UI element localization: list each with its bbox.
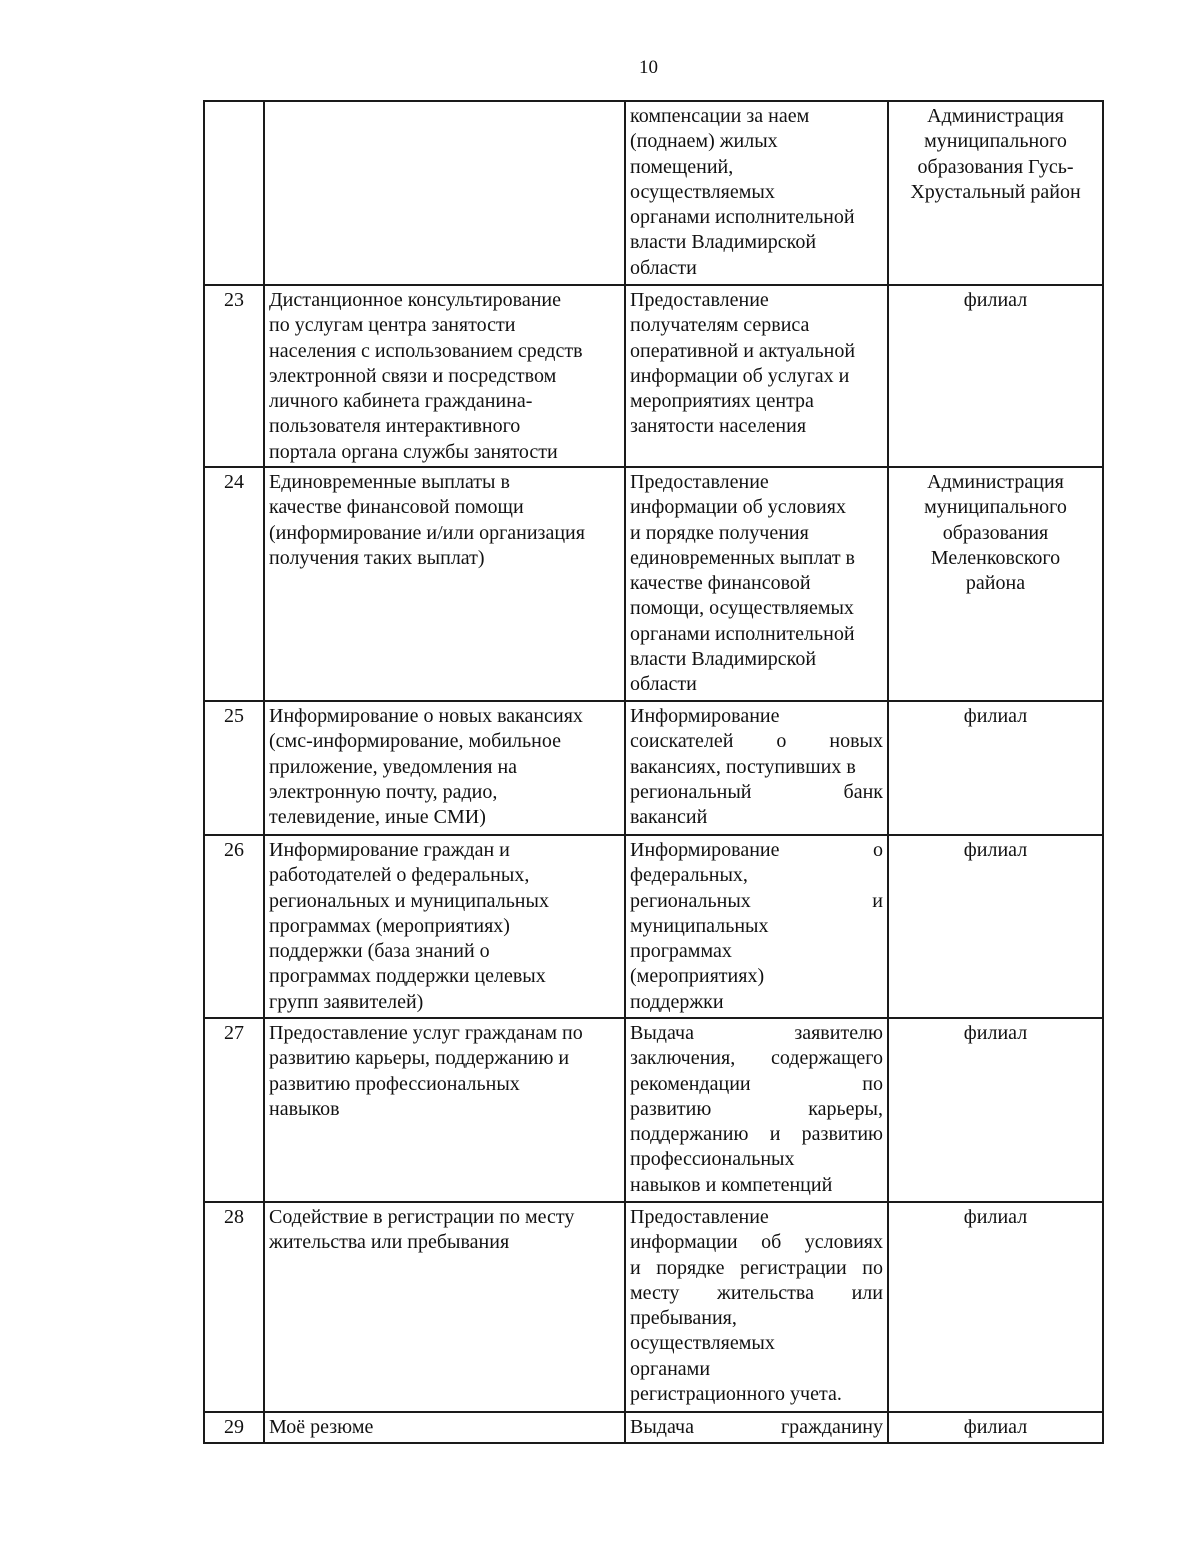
service-description-line: органами исполнительной: [630, 206, 855, 229]
service-description-cell: [625, 1412, 888, 1443]
table-row: [204, 1018, 1103, 1202]
service-name-line: электронной связи и посредством: [269, 364, 557, 387]
service-name-cell: [264, 1412, 625, 1443]
row-number-cell: 26: [204, 835, 264, 1018]
service-description-line: осуществляемых: [630, 1332, 775, 1355]
service-name-line: развитию профессиональных: [269, 1072, 520, 1095]
service-name-line: приложение, уведомления на: [269, 755, 518, 778]
table-row: [204, 285, 1103, 467]
service-description-line: профессиональных: [630, 1148, 795, 1171]
row-number-cell: 23: [204, 285, 264, 467]
service-description-line-word: рекомендации: [630, 1072, 751, 1095]
service-description-line-word: развитию: [630, 1097, 712, 1120]
table-row: [204, 701, 1103, 835]
service-description-line-word: региональный: [630, 780, 752, 803]
service-description-line: муниципальных: [630, 914, 769, 937]
service-description-cell: [625, 1018, 888, 1202]
service-description-line: [630, 780, 883, 805]
service-name-line: качестве финансовой помощи: [269, 496, 524, 519]
provider-line: района: [965, 572, 1026, 595]
service-description-cell: [625, 285, 888, 467]
row-number-cell: 25: [204, 701, 264, 835]
service-description-line-word: содержащего: [770, 1047, 883, 1070]
provider-cell: [888, 701, 1103, 835]
service-name-line: Моё резюме: [269, 1416, 374, 1438]
provider-line: Меленковского: [930, 546, 1061, 569]
service-description-line: получателям сервиса: [630, 314, 810, 337]
provider-cell: [888, 1412, 1103, 1443]
service-name-cell: [264, 101, 625, 285]
provider-line: Хрустальный район: [910, 180, 1081, 203]
service-name-line: телевидение, иные СМИ): [269, 806, 486, 829]
service-name-cell: [264, 1018, 625, 1202]
service-description-line-word: или: [851, 1281, 883, 1304]
service-name-line: личного кабинета гражданина-: [269, 390, 533, 413]
service-description-line: [630, 1122, 883, 1147]
service-description-line: [630, 1281, 883, 1306]
service-name-line: портала органа службы занятости: [269, 440, 558, 463]
service-description-line: [630, 1046, 883, 1071]
service-description-line: единовременных выплат в: [630, 546, 855, 569]
service-name-line: поддержки (база знаний о: [269, 940, 490, 963]
service-description-line: власти Владимирской: [630, 231, 817, 254]
service-description-line: пребывания,: [630, 1307, 737, 1330]
service-description-line: органами исполнительной: [630, 622, 855, 645]
service-description-line: вакансиях, поступивших в: [630, 755, 856, 778]
service-description-line: мероприятиях центра: [630, 390, 814, 413]
service-description-line: вакансий: [630, 806, 708, 829]
table-row: [204, 467, 1103, 701]
service-description-line: осуществляемых: [630, 180, 775, 203]
page-number: 10: [639, 57, 658, 78]
service-description-line-word: условиях: [804, 1231, 883, 1254]
service-description-line: поддержки: [630, 990, 724, 1013]
service-description-line: качестве финансовой: [630, 572, 811, 595]
service-description-line-word: Выдача: [630, 1416, 694, 1438]
provider-line: филиал: [963, 705, 1028, 727]
service-description-line-word: регистрации: [740, 1256, 847, 1279]
service-description-line: органами: [630, 1357, 711, 1380]
service-description-line-word: Выдача: [630, 1022, 694, 1044]
service-name-line: Информирование о новых вакансиях: [269, 705, 583, 727]
service-description-line-word: новых: [829, 730, 883, 753]
service-description-cell: [625, 467, 888, 701]
service-description-line-word: заключения,: [630, 1047, 736, 1070]
service-description-line-word: и: [872, 889, 883, 912]
service-description-cell: [625, 1202, 888, 1412]
service-description-line-word: о: [873, 839, 883, 861]
provider-cell: [888, 835, 1103, 1018]
provider-cell: [888, 285, 1103, 467]
service-description-line: [630, 1072, 883, 1097]
service-name-line: развитию карьеры, поддержанию и: [269, 1047, 570, 1070]
provider-line: муниципального: [924, 130, 1067, 153]
service-name-line: программах поддержки целевых: [269, 965, 546, 988]
service-description-line-word: региональных: [630, 889, 751, 912]
provider-line: филиал: [963, 1206, 1028, 1228]
service-description-line-word: банк: [843, 780, 883, 803]
service-description-line-word: развитию: [801, 1123, 883, 1146]
provider-line: образования Гусь-: [917, 155, 1074, 178]
service-description-line: власти Владимирской: [630, 648, 817, 671]
service-description-line-word: порядке: [656, 1256, 725, 1279]
services-table: [203, 100, 1104, 1444]
service-description-line: (мероприятиях): [630, 965, 765, 988]
service-description-line: занятости населения: [630, 415, 807, 438]
service-name-line: работодателей о федеральных,: [269, 864, 530, 887]
row-number-cell: 29: [204, 1412, 264, 1443]
service-name-cell: [264, 701, 625, 835]
service-description-cell: [625, 101, 888, 285]
service-name-line: групп заявителей): [269, 990, 424, 1013]
provider-line: муниципального: [924, 496, 1067, 519]
service-description-line: (поднаем) жилых: [630, 130, 778, 153]
service-name-line: (смс-информирование, мобильное: [269, 730, 561, 753]
service-description-cell: [625, 835, 888, 1018]
table-row: [204, 835, 1103, 1018]
service-description-line: помещений,: [630, 155, 734, 178]
service-name-line: Предоставление услуг гражданам по: [269, 1022, 583, 1044]
provider-line: филиал: [963, 839, 1028, 861]
service-description-line-word: по: [862, 1256, 883, 1279]
provider-cell: [888, 101, 1103, 285]
provider-line: Администрация: [927, 471, 1064, 493]
service-description-line-word: карьеры,: [808, 1097, 883, 1120]
service-description-line: информации об услугах и: [630, 364, 850, 387]
provider-cell: [888, 1018, 1103, 1202]
service-name-line: Дистанционное консультирование: [269, 289, 561, 311]
service-description-line: [630, 1415, 883, 1440]
service-name-line: населения с использованием средств: [269, 339, 583, 362]
service-description-line: [630, 1021, 883, 1046]
provider-cell: [888, 467, 1103, 701]
service-description-line: навыков и компетенций: [630, 1173, 833, 1196]
service-name-line: навыков: [269, 1097, 340, 1120]
provider-line: образования: [942, 521, 1049, 544]
service-description-line: [630, 889, 883, 914]
table-body: [204, 101, 1103, 1443]
service-name-line: получения таких выплат): [269, 546, 485, 569]
service-description-line-word: поддержанию: [630, 1123, 749, 1146]
service-description-line: [630, 838, 883, 863]
service-description-line: области: [630, 673, 697, 696]
service-description-line: области: [630, 256, 697, 279]
service-description-line: [630, 1256, 883, 1281]
service-description-line: Предоставление: [630, 471, 769, 493]
service-description-cell: [625, 701, 888, 835]
service-description-line-word: о: [776, 730, 787, 753]
service-description-line: [630, 1230, 883, 1255]
service-description-line-word: месту: [630, 1281, 680, 1304]
provider-cell: [888, 1202, 1103, 1412]
service-name-line: Единовременные выплаты в: [269, 471, 510, 493]
provider-line: филиал: [963, 1416, 1028, 1438]
service-description-line: информации об условиях: [630, 496, 846, 519]
service-description-line-word: Информирование: [630, 839, 780, 861]
service-description-line-word: и: [630, 1256, 641, 1279]
service-description-line: компенсации за наем: [630, 105, 810, 127]
service-description-line-word: об: [761, 1231, 782, 1254]
service-name-cell: [264, 467, 625, 701]
service-name-line: Информирование граждан и: [269, 839, 510, 861]
service-name-cell: [264, 285, 625, 467]
service-description-line: и порядке получения: [630, 521, 809, 544]
service-name-line: жительства или пребывания: [269, 1231, 510, 1254]
service-description-line: федеральных,: [630, 864, 748, 887]
service-description-line: [630, 729, 883, 754]
provider-line: филиал: [963, 289, 1028, 311]
service-description-line: регистрационного учета.: [630, 1383, 842, 1406]
table-row: [204, 101, 1103, 285]
service-description-line: Информирование: [630, 705, 780, 727]
row-number-cell: 27: [204, 1018, 264, 1202]
table-row: [204, 1202, 1103, 1412]
provider-line: Администрация: [927, 105, 1064, 127]
service-name-line: по услугам центра занятости: [269, 314, 516, 337]
service-description-line-word: заявителю: [794, 1022, 883, 1044]
service-description-line-word: гражданину: [780, 1416, 883, 1438]
service-description-line-word: и: [769, 1123, 781, 1146]
provider-line: филиал: [963, 1022, 1028, 1044]
row-number-cell: [204, 101, 264, 285]
service-description-line: [630, 1097, 883, 1122]
service-name-line: Содействие в регистрации по месту: [269, 1206, 575, 1228]
service-name-cell: [264, 1202, 625, 1412]
table-row: [204, 1412, 1103, 1443]
service-name-line: программах (мероприятиях): [269, 914, 510, 937]
service-description-line-word: по: [862, 1072, 883, 1095]
service-name-line: (информирование и/или организация: [269, 521, 585, 544]
service-description-line: Предоставление: [630, 1206, 769, 1228]
service-description-line: Предоставление: [630, 289, 769, 311]
service-name-line: электронную почту, радио,: [269, 780, 498, 803]
service-description-line: помощи, осуществляемых: [630, 597, 854, 620]
service-description-line-word: соискателей: [630, 730, 734, 753]
service-description-line: оперативной и актуальной: [630, 339, 856, 362]
row-number-cell: 28: [204, 1202, 264, 1412]
service-name-cell: [264, 835, 625, 1018]
service-name-line: пользователя интерактивного: [269, 415, 521, 438]
service-name-line: региональных и муниципальных: [269, 889, 549, 912]
row-number-cell: 24: [204, 467, 264, 701]
service-description-line-word: информации: [630, 1231, 738, 1254]
service-description-line-word: жительства: [717, 1281, 814, 1304]
service-description-line: программах: [630, 940, 732, 963]
